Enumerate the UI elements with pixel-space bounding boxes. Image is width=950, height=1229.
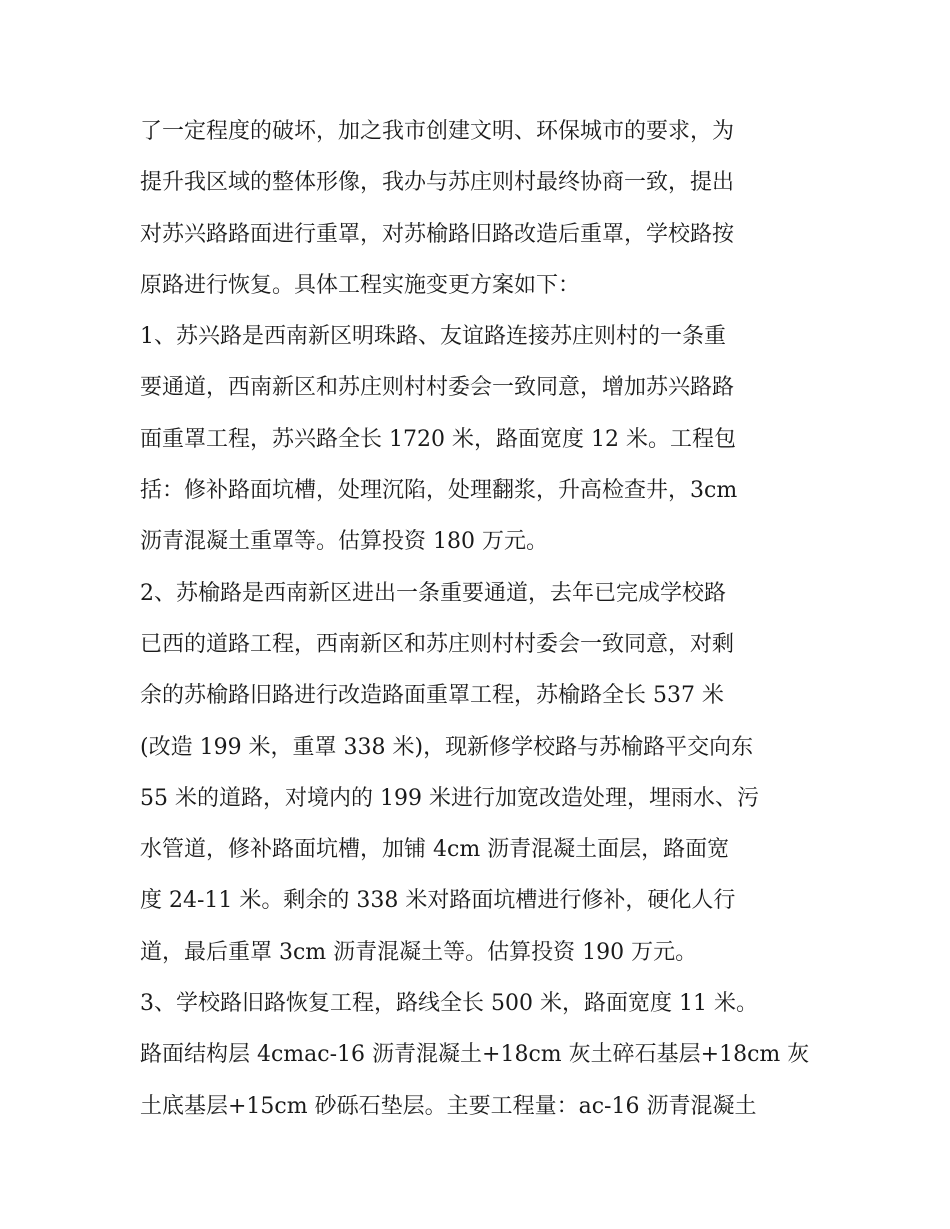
text-line: 2、苏榆路是西南新区进出一条重要通道，去年已完成学校路 [140, 580, 726, 606]
text-line: 已西的道路工程，西南新区和苏庄则村村委会一致同意，对剩 [140, 631, 735, 657]
text-line: 土底基层+15cm 砂砾石垫层。主要工程量：ac-16 沥青混凝土 [140, 1093, 757, 1119]
text-line: 了一定程度的破坏，加之我市创建文明、环保城市的要求，为 [140, 119, 735, 144]
text-line: 3、学校路旧路恢复工程，路线全长 500 米，路面宽度 11 米。 [140, 991, 758, 1017]
text-line: 路面结构层 4cmac-16 沥青混凝土+18cm 灰土碎石基层+18cm 灰 [140, 1042, 810, 1068]
text-line: 原路进行恢复。具体工程实施变更方案如下： [140, 272, 581, 298]
text-line: 55 米的道路，对境内的 199 米进行加宽改造处理，埋雨水、污 [140, 785, 759, 811]
text-line: 对苏兴路路面进行重罩，对苏榆路旧路改造后重罩，学校路按 [140, 221, 735, 247]
text-line: 道，最后重罩 3cm 沥青混凝土等。估算投资 190 万元。 [140, 939, 698, 965]
text-line: 提升我区域的整体形像，我办与苏庄则村最终协商一致，提出 [140, 170, 735, 196]
text-line: 度 24-11 米。剩余的 338 米对路面坑槽进行修补，硬化人行 [140, 888, 736, 914]
text-line: 水管道，修补路面坑槽，加铺 4cm 沥青混凝土面层，路面宽 [140, 837, 730, 863]
text-line: 括：修补路面坑槽，处理沉陷，处理翻浆，升高检查井，3cm [140, 478, 738, 504]
text-line: 1、苏兴路是西南新区明珠路、友谊路连接苏庄则村的一条重 [140, 324, 726, 350]
text-line: 要通道，西南新区和苏庄则村村委会一致同意，增加苏兴路路 [140, 375, 735, 401]
text-line: 余的苏榆路旧路进行改造路面重罩工程，苏榆路全长 537 米 [140, 683, 724, 709]
text-line: 面重罩工程，苏兴路全长 1720 米，路面宽度 12 米。工程包 [140, 426, 736, 452]
text-line: (改造 199 米，重罩 338 米)，现新修学校路与苏榆路平交向东 [140, 734, 754, 760]
body-text [140, 110, 820, 1136]
text-line: 沥青混凝土重罩等。估算投资 180 万元。 [140, 529, 548, 555]
